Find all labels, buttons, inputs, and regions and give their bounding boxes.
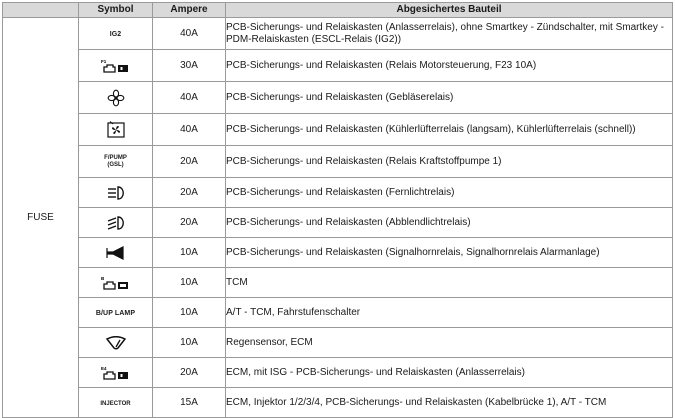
component-cell: PCB-Sicherungs- und Relaiskasten (Signalhornrelais, Signalhornrelais Alarmanlage): [226, 238, 673, 268]
component-cell: PCB-Sicherungs- und Relaiskasten (Relais Kraftstoffpumpe 1): [226, 146, 673, 178]
table-row: [3, 82, 673, 114]
header-row: [3, 3, 673, 18]
ampere-cell: 20A: [153, 208, 226, 238]
symbol-label: B: [100, 275, 104, 281]
ampere-cell: 20A: [153, 358, 226, 388]
component-cell: PCB-Sicherungs- und Relaiskasten (Fernlichtrelais): [226, 178, 673, 208]
ig2-label-icon: [79, 18, 153, 50]
ampere-cell: 10A: [153, 268, 226, 298]
injector-label-icon: [79, 388, 153, 418]
symbol-label: B/UP LAMP: [95, 309, 136, 317]
table-row: [3, 50, 673, 82]
table-row: [3, 238, 673, 268]
ampere-cell: 30A: [153, 50, 226, 82]
blower-fan-icon: [79, 82, 153, 114]
table-row: [3, 298, 673, 328]
fuse-table: [2, 2, 673, 418]
table-row: [3, 358, 673, 388]
high-beam-icon: [79, 178, 153, 208]
category-cell: FUSE: [3, 18, 79, 418]
table-row: [3, 268, 673, 298]
ampere-cell: 10A: [153, 328, 226, 358]
ampere-cell: 40A: [153, 18, 226, 50]
header-category: [3, 3, 79, 18]
component-cell: TCM: [226, 268, 673, 298]
component-cell: A/T - TCM, Fahrstufenschalter: [226, 298, 673, 328]
header-ampere: Ampere: [153, 3, 226, 18]
table-row: [3, 328, 673, 358]
cooling-fan-icon: [79, 114, 153, 146]
component-cell: ECM, mit ISG - PCB-Sicherungs- und Relaiskasten (Anlasserrelais): [226, 358, 673, 388]
component-cell: PCB-Sicherungs- und Relaiskasten (Kühlerlüfterrelais (langsam), Kühlerlüfterrelais (schnell)): [226, 114, 673, 146]
engine-control-icon: [79, 50, 153, 82]
table-row: [3, 208, 673, 238]
symbol-label: INJECTOR: [100, 400, 131, 407]
ampere-cell: 15A: [153, 388, 226, 418]
component-cell: Regensensor, ECM: [226, 328, 673, 358]
symbol-label: F1: [100, 58, 106, 64]
symbol-label: IG2: [109, 30, 122, 38]
tcm-icon: [79, 268, 153, 298]
horn-icon: [79, 238, 153, 268]
symbol-label: E4: [100, 365, 107, 371]
table-row: [3, 18, 673, 50]
ampere-cell: 40A: [153, 114, 226, 146]
low-beam-icon: [79, 208, 153, 238]
component-cell: ECM, Injektor 1/2/3/4, PCB-Sicherungs- und Relaiskasten (Kabelbrücke 1), A/T - TCM: [226, 388, 673, 418]
symbol-label-sub: (GSL): [107, 161, 124, 168]
ecm-icon: [79, 358, 153, 388]
header-symbol: Symbol: [79, 3, 153, 18]
wiper-icon: [79, 328, 153, 358]
ampere-cell: 40A: [153, 82, 226, 114]
table-row: [3, 146, 673, 178]
fuel-pump-label-icon: [79, 146, 153, 178]
ampere-cell: 20A: [153, 146, 226, 178]
ampere-cell: 10A: [153, 238, 226, 268]
component-cell: PCB-Sicherungs- und Relaiskasten (Relais Motorsteuerung, F23 10A): [226, 50, 673, 82]
symbol-label: F/PUMP: [104, 154, 127, 161]
component-cell: PCB-Sicherungs- und Relaiskasten (Abblendlichtrelais): [226, 208, 673, 238]
ampere-cell: 10A: [153, 298, 226, 328]
table-row: [3, 178, 673, 208]
backup-lamp-label-icon: [79, 298, 153, 328]
header-component: Abgesichertes Bauteil: [226, 3, 673, 18]
component-cell: PCB-Sicherungs- und Relaiskasten (Gebläserelais): [226, 82, 673, 114]
table-row: [3, 114, 673, 146]
component-cell: PCB-Sicherungs- und Relaiskasten (Anlasserrelais), ohne Smartkey - Zündschalter, mit Smartkey - PDM-Relaiskasten (ESCL-Relais (IG2)): [226, 18, 673, 50]
table-row: [3, 388, 673, 418]
ampere-cell: 20A: [153, 178, 226, 208]
